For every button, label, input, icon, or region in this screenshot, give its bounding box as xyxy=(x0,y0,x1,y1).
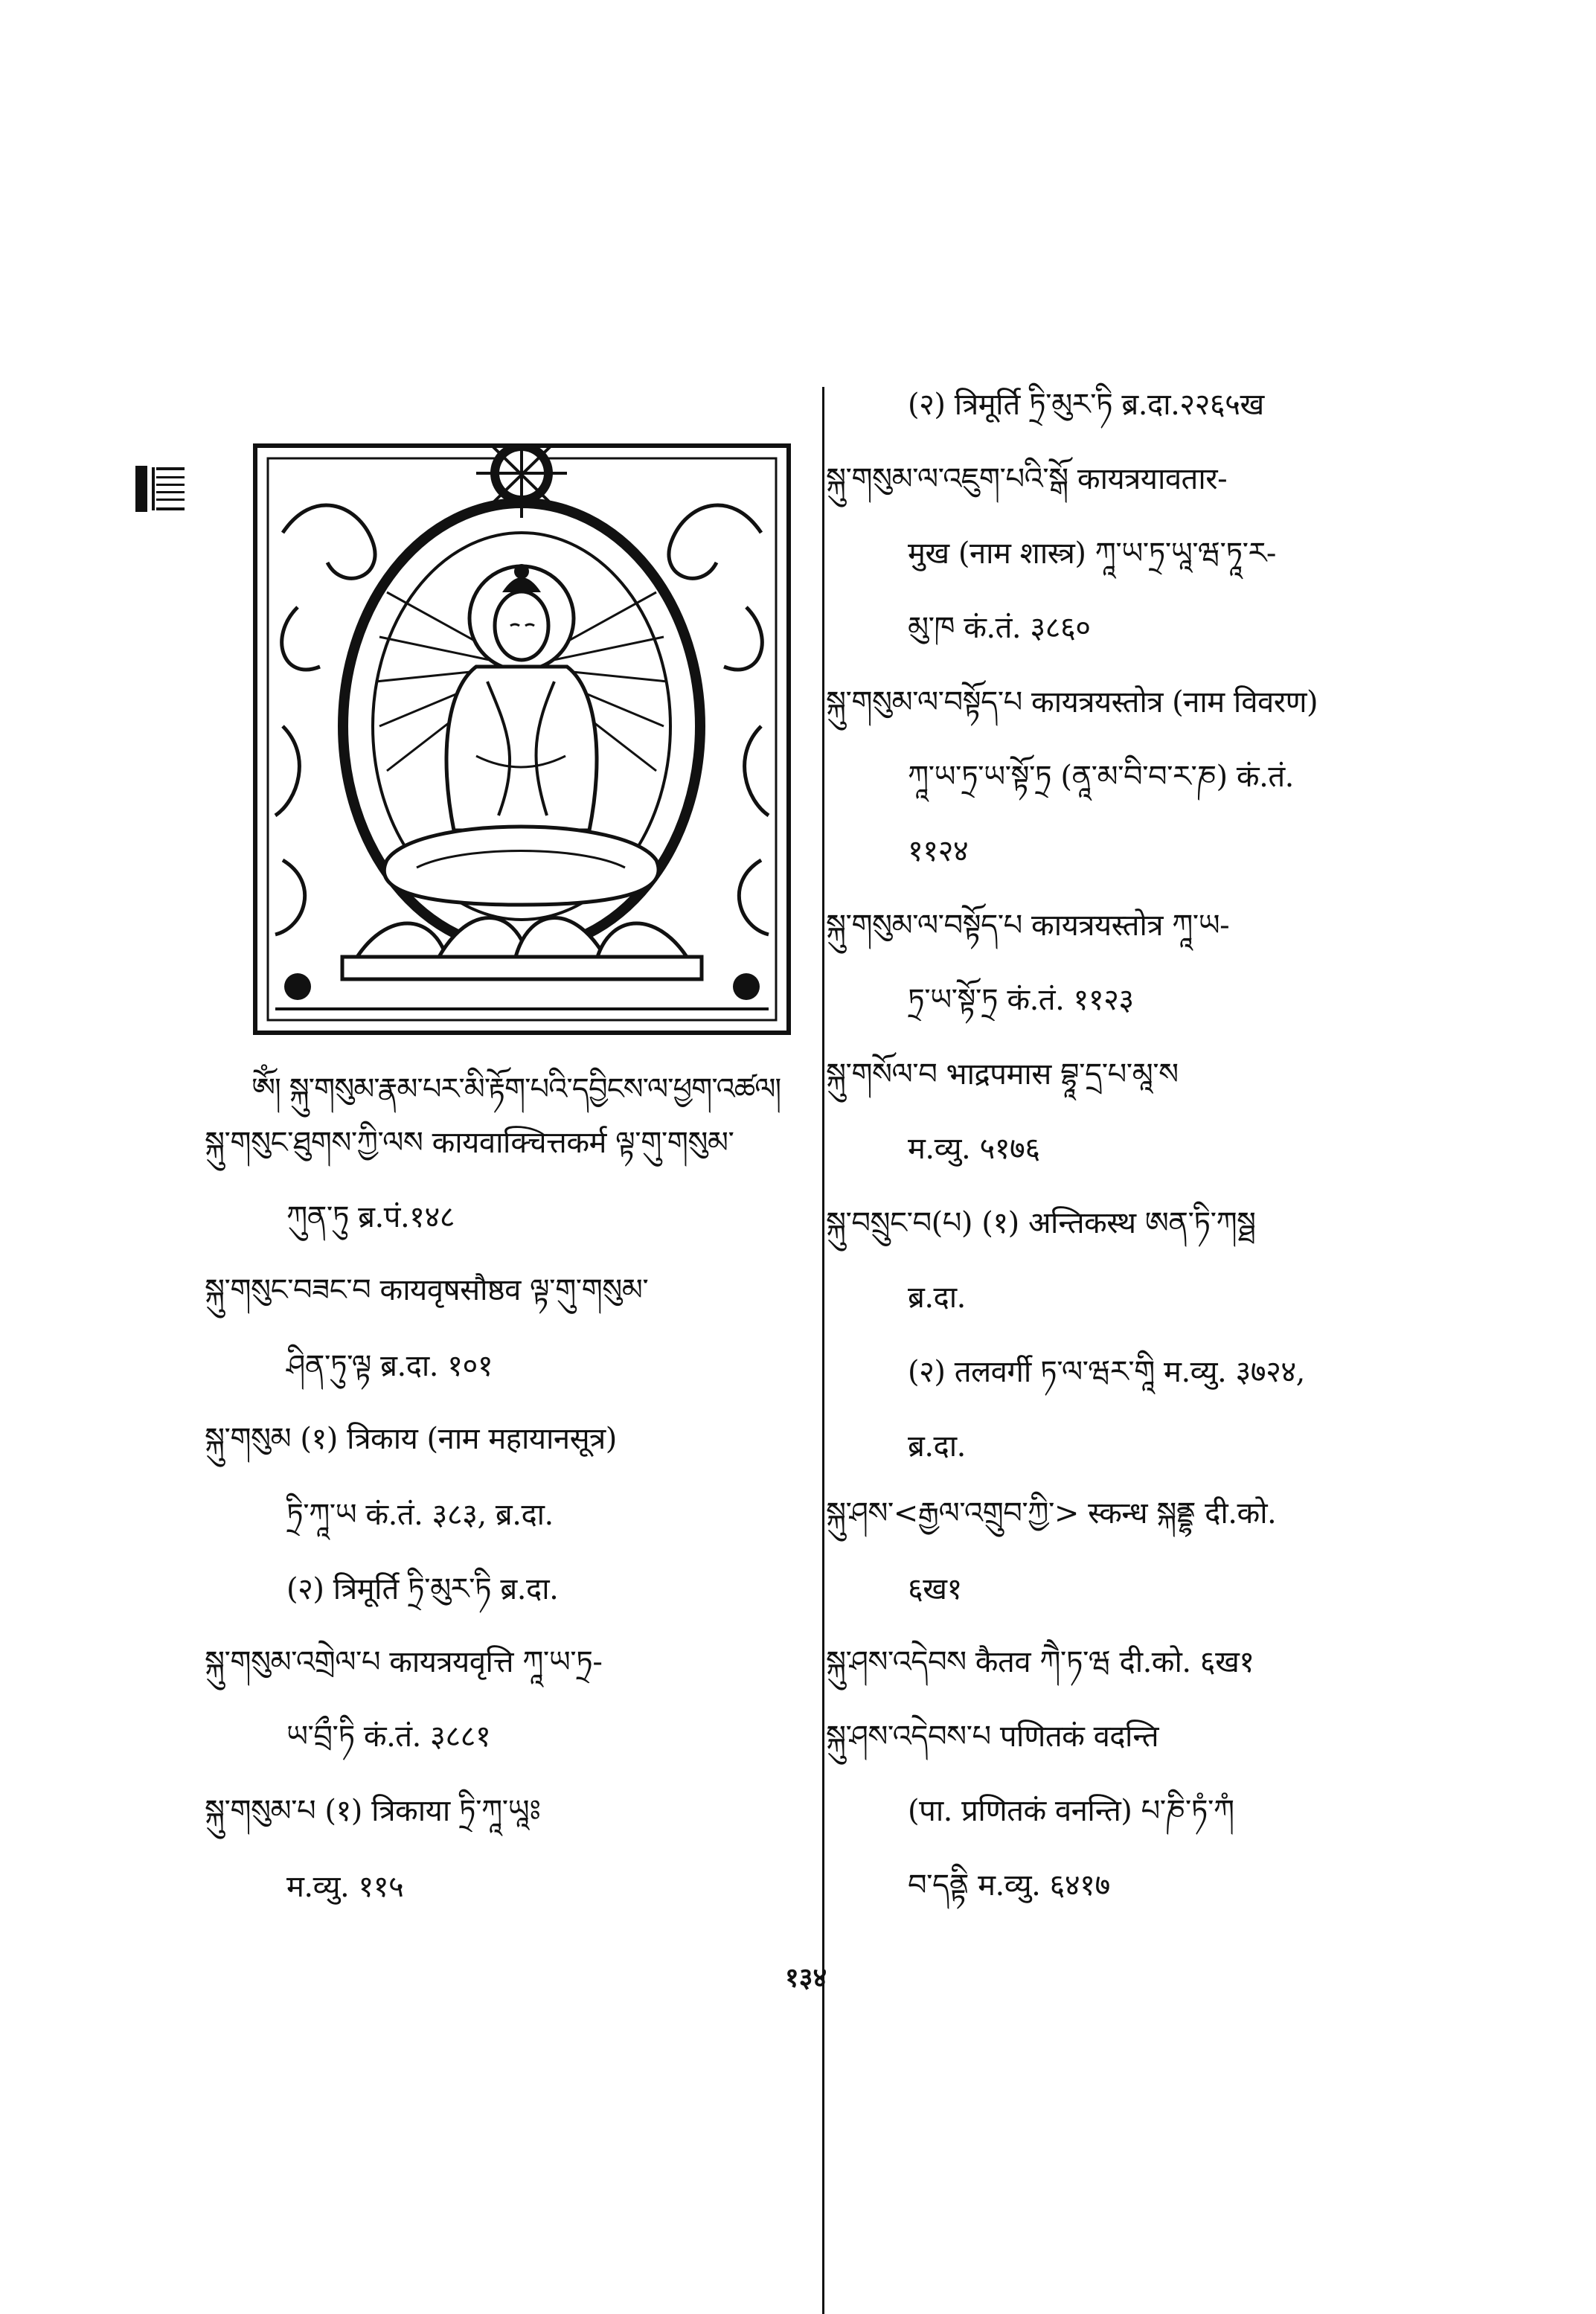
illustration-caption: ༀ། སྐུ་གསུམ་རྣམ་པར་མི་རྟོག་པའི་དབྱིངས་ལ་ཕྱག་འཚལ། xyxy=(251,1072,781,1106)
entry-line: སྐུ་གསོལ་བ भाद्रपमास བྷཱ་དྲ་པ་མཱ་ས xyxy=(826,1057,1179,1092)
entry-line: ཤིན་ཏུ་ལྟ ब्र.दा. १०१ xyxy=(286,1349,493,1383)
entry-line: ब्र.दा. xyxy=(908,1281,966,1315)
entry-line: म.व्यु. ५१७६ xyxy=(908,1132,1040,1166)
entry-line: ཏྲི་ཀཱ་ཡ कं.तं. ३८३, ब्र.दा. xyxy=(286,1498,554,1532)
page-number: १३४ xyxy=(785,1962,827,1993)
entry-line: ཡ་བྲྀ་ཏི कं.तं. ३८८१ xyxy=(286,1720,491,1754)
entry-line: (२) तलवर्गी ཏ་ལ་ཝར་གཱི म.व्यु. ३७२४, xyxy=(908,1355,1305,1389)
entry-line: སྐུ་གསུམ་འགྲེལ་པ कायत्रयवृत्ति ཀཱ་ཡ་ཏྲ- xyxy=(205,1645,603,1679)
entry-line: ११२४ xyxy=(908,834,969,868)
entry-line: སྐུ་གསུམ་ལ་བསྟོད་པ कायत्रयस्तोत्र (नाम विवरण) xyxy=(826,685,1318,719)
entry-line: སྐུ་ཤས་འདེབས་པ पणितकं वदन्ति xyxy=(826,1720,1159,1754)
entry-line: (२) त्रिमूर्ति ཏྲི་མུར་ཏི ब्र.दा. xyxy=(286,1572,559,1606)
entry-line: མུ་ཁ कं.तं. ३८६० xyxy=(908,611,1091,645)
entry-line: म.व्यु. ११५ xyxy=(286,1870,404,1904)
entry-line: སྐུ་བསྲུང་བ(པ) (१) अन्तिकस्थ ཨན་ཏི་ཀསྠ xyxy=(826,1206,1256,1240)
entry-line: སྐུ་ཤས་འདེབས कैतव ཀཻ་ཏ་ཝ दी.को. ६ख१ xyxy=(826,1645,1254,1679)
page-marker-glyph xyxy=(134,463,186,518)
entry-line: སྐུ་ཤས་<རྒྱལ་འགྲུབ་ཀྱི་> स्कन्ध སྐནྡྷ दी.को. xyxy=(826,1496,1277,1531)
entry-line: (२) त्रिमूर्ति ཏྲི་མུར་ཏི ब्र.दा.२२६५ख xyxy=(908,388,1264,422)
entry-line: སྐུ་གསུང་ཐུགས་ཀྱི་ལས कायवाक्चित्तकर्म ལྟ་གུ་གསུམ་ xyxy=(205,1126,734,1160)
entry-line: ६ख१ xyxy=(908,1572,962,1606)
entry-line: ब्र.दा. xyxy=(908,1429,966,1464)
entry-line: (पा. प्रणितकं वनन्ति) པ་ཎི་ཏཾ་ཀཾ xyxy=(908,1794,1234,1828)
buddha-woodblock-illustration xyxy=(253,443,791,1035)
entry-line: ཏྲ་ཡ་སྟོ་ཏྲ कं.तं. ११२३ xyxy=(908,983,1134,1017)
entry-line: ཀཱ་ཡ་ཏྲ་ཡ་སྟོ་ཏྲ (ནཱ་མ་བི་བ་ར་ཎ) कं.तं. xyxy=(908,760,1294,794)
entry-line: སྐུ་གསུམ་ལ་འཇུག་པའི་སྒོ कायत्रयावतार- xyxy=(826,462,1228,496)
column-divider xyxy=(822,387,824,2314)
entry-line: སྐུ་གསུམ་པ (१) त्रिकाया ཏྲི་ཀཱ་ཡཱཿ xyxy=(205,1794,541,1828)
entry-line: སྐུ་གསུམ (१) त्रिकाय (नाम महायानसूत्र) xyxy=(205,1422,617,1456)
entry-line: मुख (नाम शास्त्र) ཀཱ་ཡ་ཏྲ་ཡཱ་ཝ་ཏཱ་ར- xyxy=(908,536,1276,571)
entry-line: བ་དནྟི म.व्यु. ६४१७ xyxy=(908,1868,1110,1903)
entry-line: སྐུ་གསུང་བཟང་བ कायवृषसौष्ठव ལྟ་གུ་གསུམ་ xyxy=(205,1273,649,1307)
entry-line: ཀུན་ཏུ ब्र.पं.१४८ xyxy=(286,1200,455,1234)
entry-line: སྐུ་གསུམ་ལ་བསྟོད་པ कायत्रयस्तोत्र ཀཱ་ཡ- xyxy=(826,908,1230,943)
